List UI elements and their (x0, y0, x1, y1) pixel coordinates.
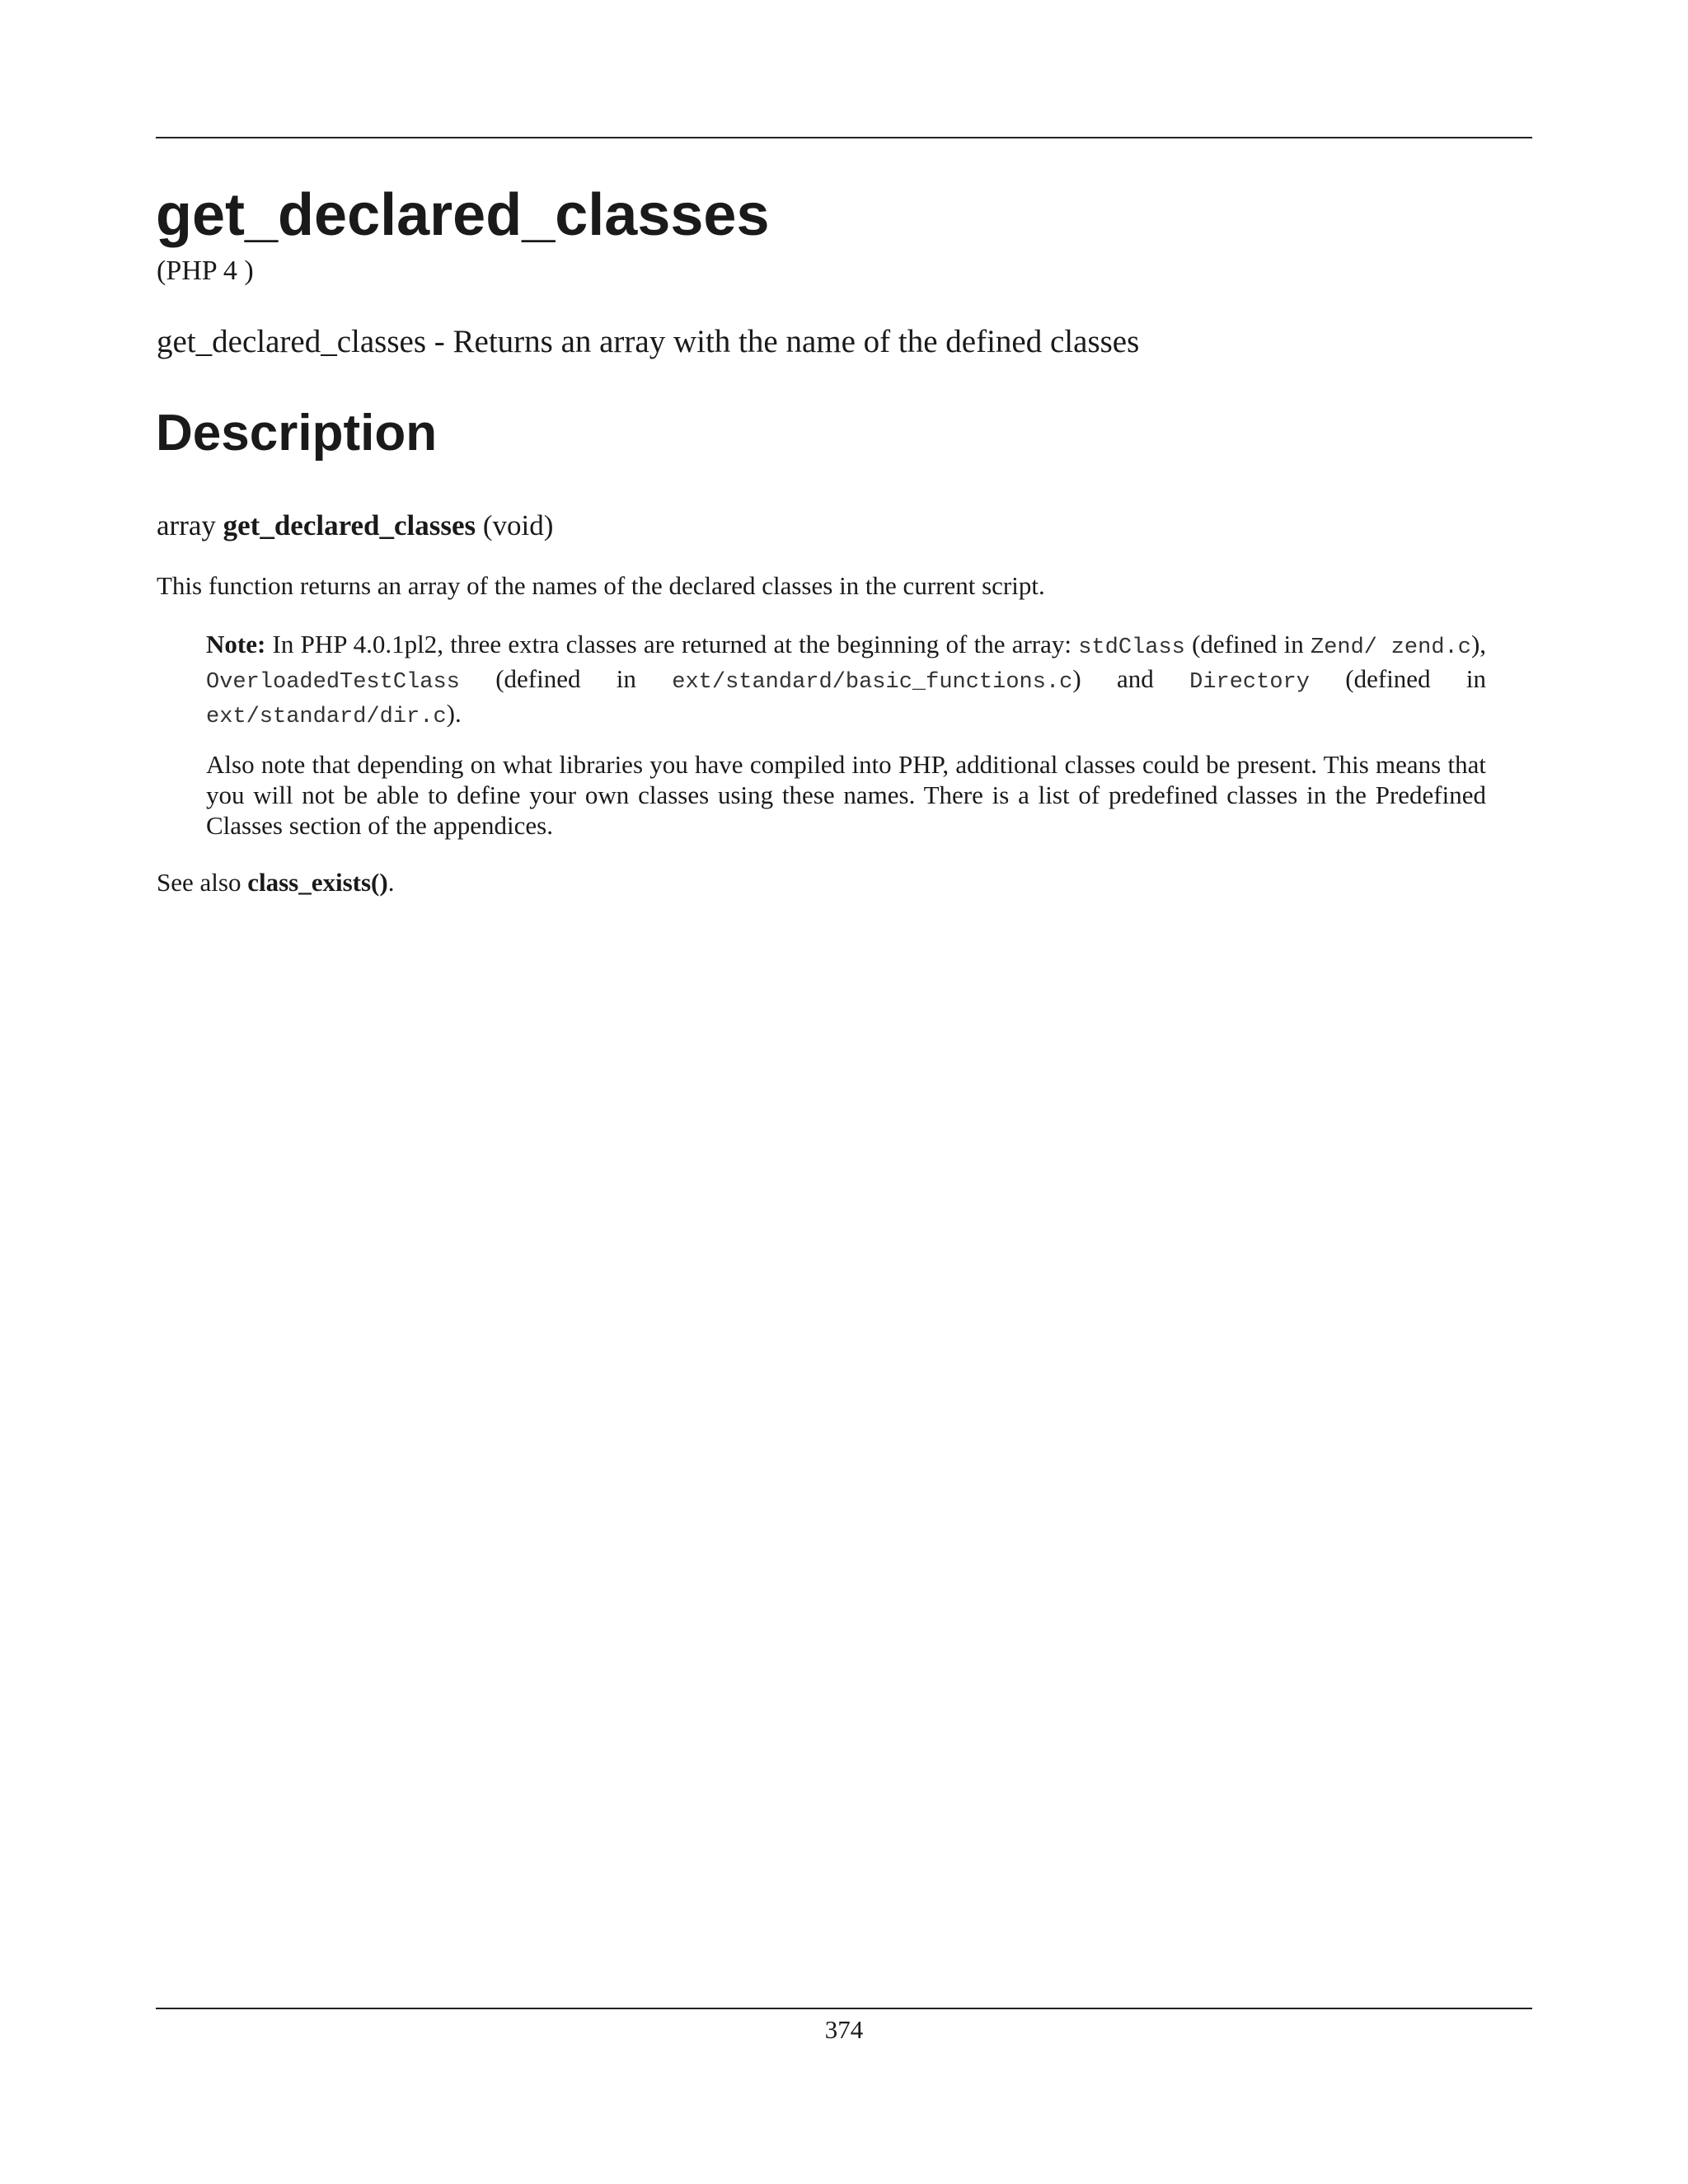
code-literal: Directory (1189, 670, 1310, 695)
see-also (157, 867, 394, 898)
note-text: ). (446, 699, 462, 728)
note-paragraph: Also note that depending on what libraries you have compiled into PHP, additional classes could be present. This means that you will not be able to define your own classes using these names. There is a list of predefined classes in the Predefined Classes section of the appendices. (206, 750, 1486, 840)
note-text: (defined in (1309, 664, 1487, 693)
code-literal: OverloadedTestClass (206, 670, 460, 695)
footer-rule (156, 2008, 1532, 2009)
code-filename: Zend/ zend.c (1311, 635, 1471, 660)
see-also-prefix: See also (157, 868, 248, 897)
note-text: (defined in (459, 664, 673, 693)
code-filename: ext/standard/dir.c (206, 705, 447, 729)
return-type: array (157, 509, 216, 541)
see-also-suffix: . (387, 868, 395, 897)
page-title: get_declared_classes (156, 182, 770, 248)
version-info: (PHP 4 ) (157, 255, 254, 286)
description-heading: Description (156, 405, 438, 462)
function-name: get_declared_classes (223, 509, 476, 541)
code-filename: ext/standard/basic_functions.c (672, 670, 1073, 695)
note-text: ), (1470, 630, 1487, 658)
description-paragraph: This function returns an array of the names of the declared classes in the current script. (157, 571, 1045, 600)
page-number: 374 (824, 2015, 864, 2044)
function-params: (void) (482, 509, 554, 541)
note-text: ) and (1072, 664, 1190, 693)
code-literal: stdClass (1078, 635, 1185, 660)
note-label: Note: (206, 630, 266, 658)
function-synopsis (157, 510, 553, 542)
function-purpose: get_declared_classes - Returns an array with the name of the defined classes (157, 324, 1140, 359)
class-exists-link[interactable]: class_exists() (247, 868, 388, 897)
note-text: (defined in (1184, 630, 1311, 658)
note-block (206, 629, 1486, 733)
note-text: In PHP 4.0.1pl2, three extra classes are returned at the beginning of the array: (265, 630, 1079, 658)
header-rule (156, 137, 1532, 138)
